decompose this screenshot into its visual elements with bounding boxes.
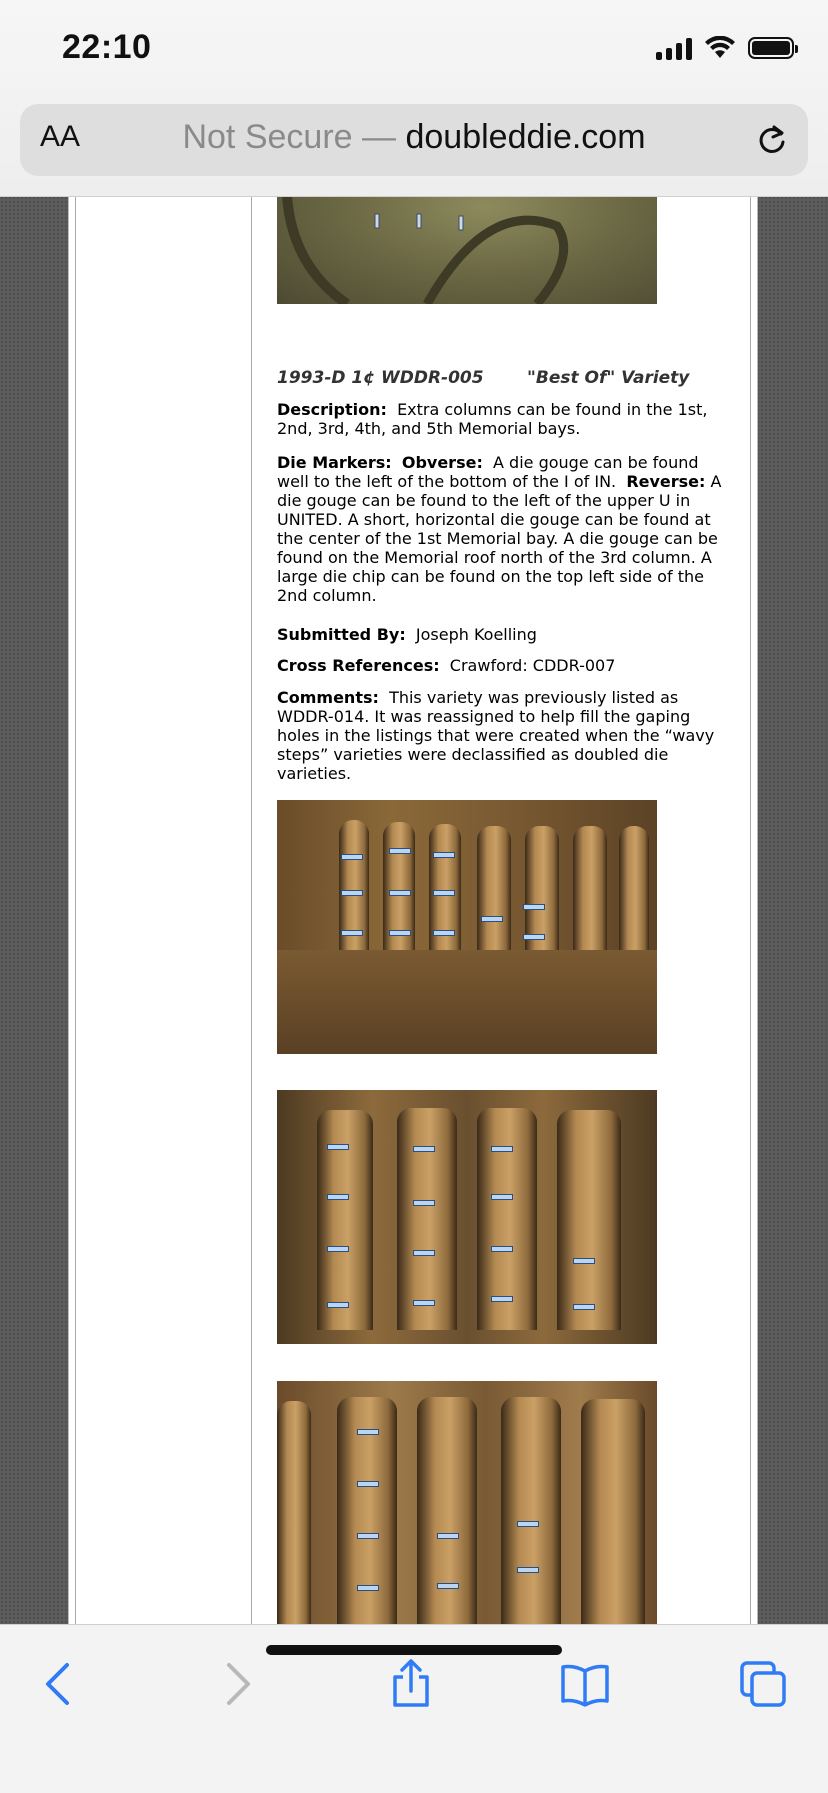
submitted-paragraph (277, 625, 725, 644)
cross-references-paragraph (277, 656, 725, 675)
cross-references-text: Crawford: CDDR-007 (449, 656, 616, 675)
web-page (0, 196, 828, 1624)
browser-top-bar (0, 0, 828, 197)
url-separator: — (352, 118, 406, 156)
description-label: Description: (277, 400, 387, 419)
die-markers-label: Die Markers: (277, 453, 392, 472)
reload-icon[interactable] (754, 122, 790, 158)
submitted-label: Submitted By: (277, 625, 406, 644)
status-time: 22:10 (62, 28, 152, 66)
url-display[interactable] (20, 118, 808, 157)
comments-paragraph (277, 688, 725, 783)
variety-title (277, 368, 690, 388)
tabs-button[interactable] (738, 1659, 788, 1709)
battery-icon (748, 37, 794, 59)
obverse-text: A die gouge can be found well to the left of the bottom of the I of IN. (277, 453, 699, 491)
variety-number: 1993-D 1¢ WDDR-005 (277, 368, 484, 388)
submitted-text: Joseph Koelling (415, 625, 537, 644)
comments-label: Comments: (277, 688, 379, 707)
home-indicator[interactable] (266, 1645, 562, 1655)
url-domain: doubleddie.com (405, 118, 646, 156)
address-bar[interactable] (20, 104, 808, 176)
cross-references-label: Cross References: (277, 656, 440, 675)
security-label: Not Secure (182, 118, 353, 156)
forward-button[interactable] (212, 1659, 262, 1709)
cellular-signal-icon (656, 36, 692, 60)
left-column-divider (251, 196, 252, 1624)
share-button[interactable] (386, 1659, 436, 1709)
back-button[interactable] (34, 1659, 84, 1709)
obverse-label: Obverse: (401, 453, 483, 472)
reverse-text: A die gouge can be found to the left of the upper U in UNITED. A short, horizontal die gouge can be found at the center of the 1st Memorial bay. A die gouge can be found on the Memorial roof north of the 3rd column. A large die chip can be found on the top left side of the 2nd column. (277, 472, 722, 605)
text-size-button[interactable]: AA (40, 120, 81, 153)
best-of-badge: "Best Of" Variety (527, 368, 690, 388)
reverse-label: Reverse: (626, 472, 706, 491)
status-icons (656, 36, 794, 60)
description-paragraph (277, 400, 725, 438)
die-markers-paragraph (277, 453, 725, 605)
description-text: Extra columns can be found in the 1st, 2nd, 3rd, 4th, and 5th Memorial bays. (277, 400, 708, 438)
coin-photo-obverse (277, 196, 657, 304)
coin-photo-reverse-2 (277, 1090, 657, 1344)
coin-photo-reverse-3 (277, 1381, 657, 1625)
comments-text: This variety was previously listed as WDDR-014. It was reassigned to help fill the gaping holes in the listings that were created when the “wavy steps” varieties were declassified as doubled die varieties. (277, 688, 715, 783)
coin-photo-reverse-1 (277, 800, 657, 1054)
wifi-icon (704, 36, 736, 60)
bookmarks-button[interactable] (560, 1659, 610, 1709)
